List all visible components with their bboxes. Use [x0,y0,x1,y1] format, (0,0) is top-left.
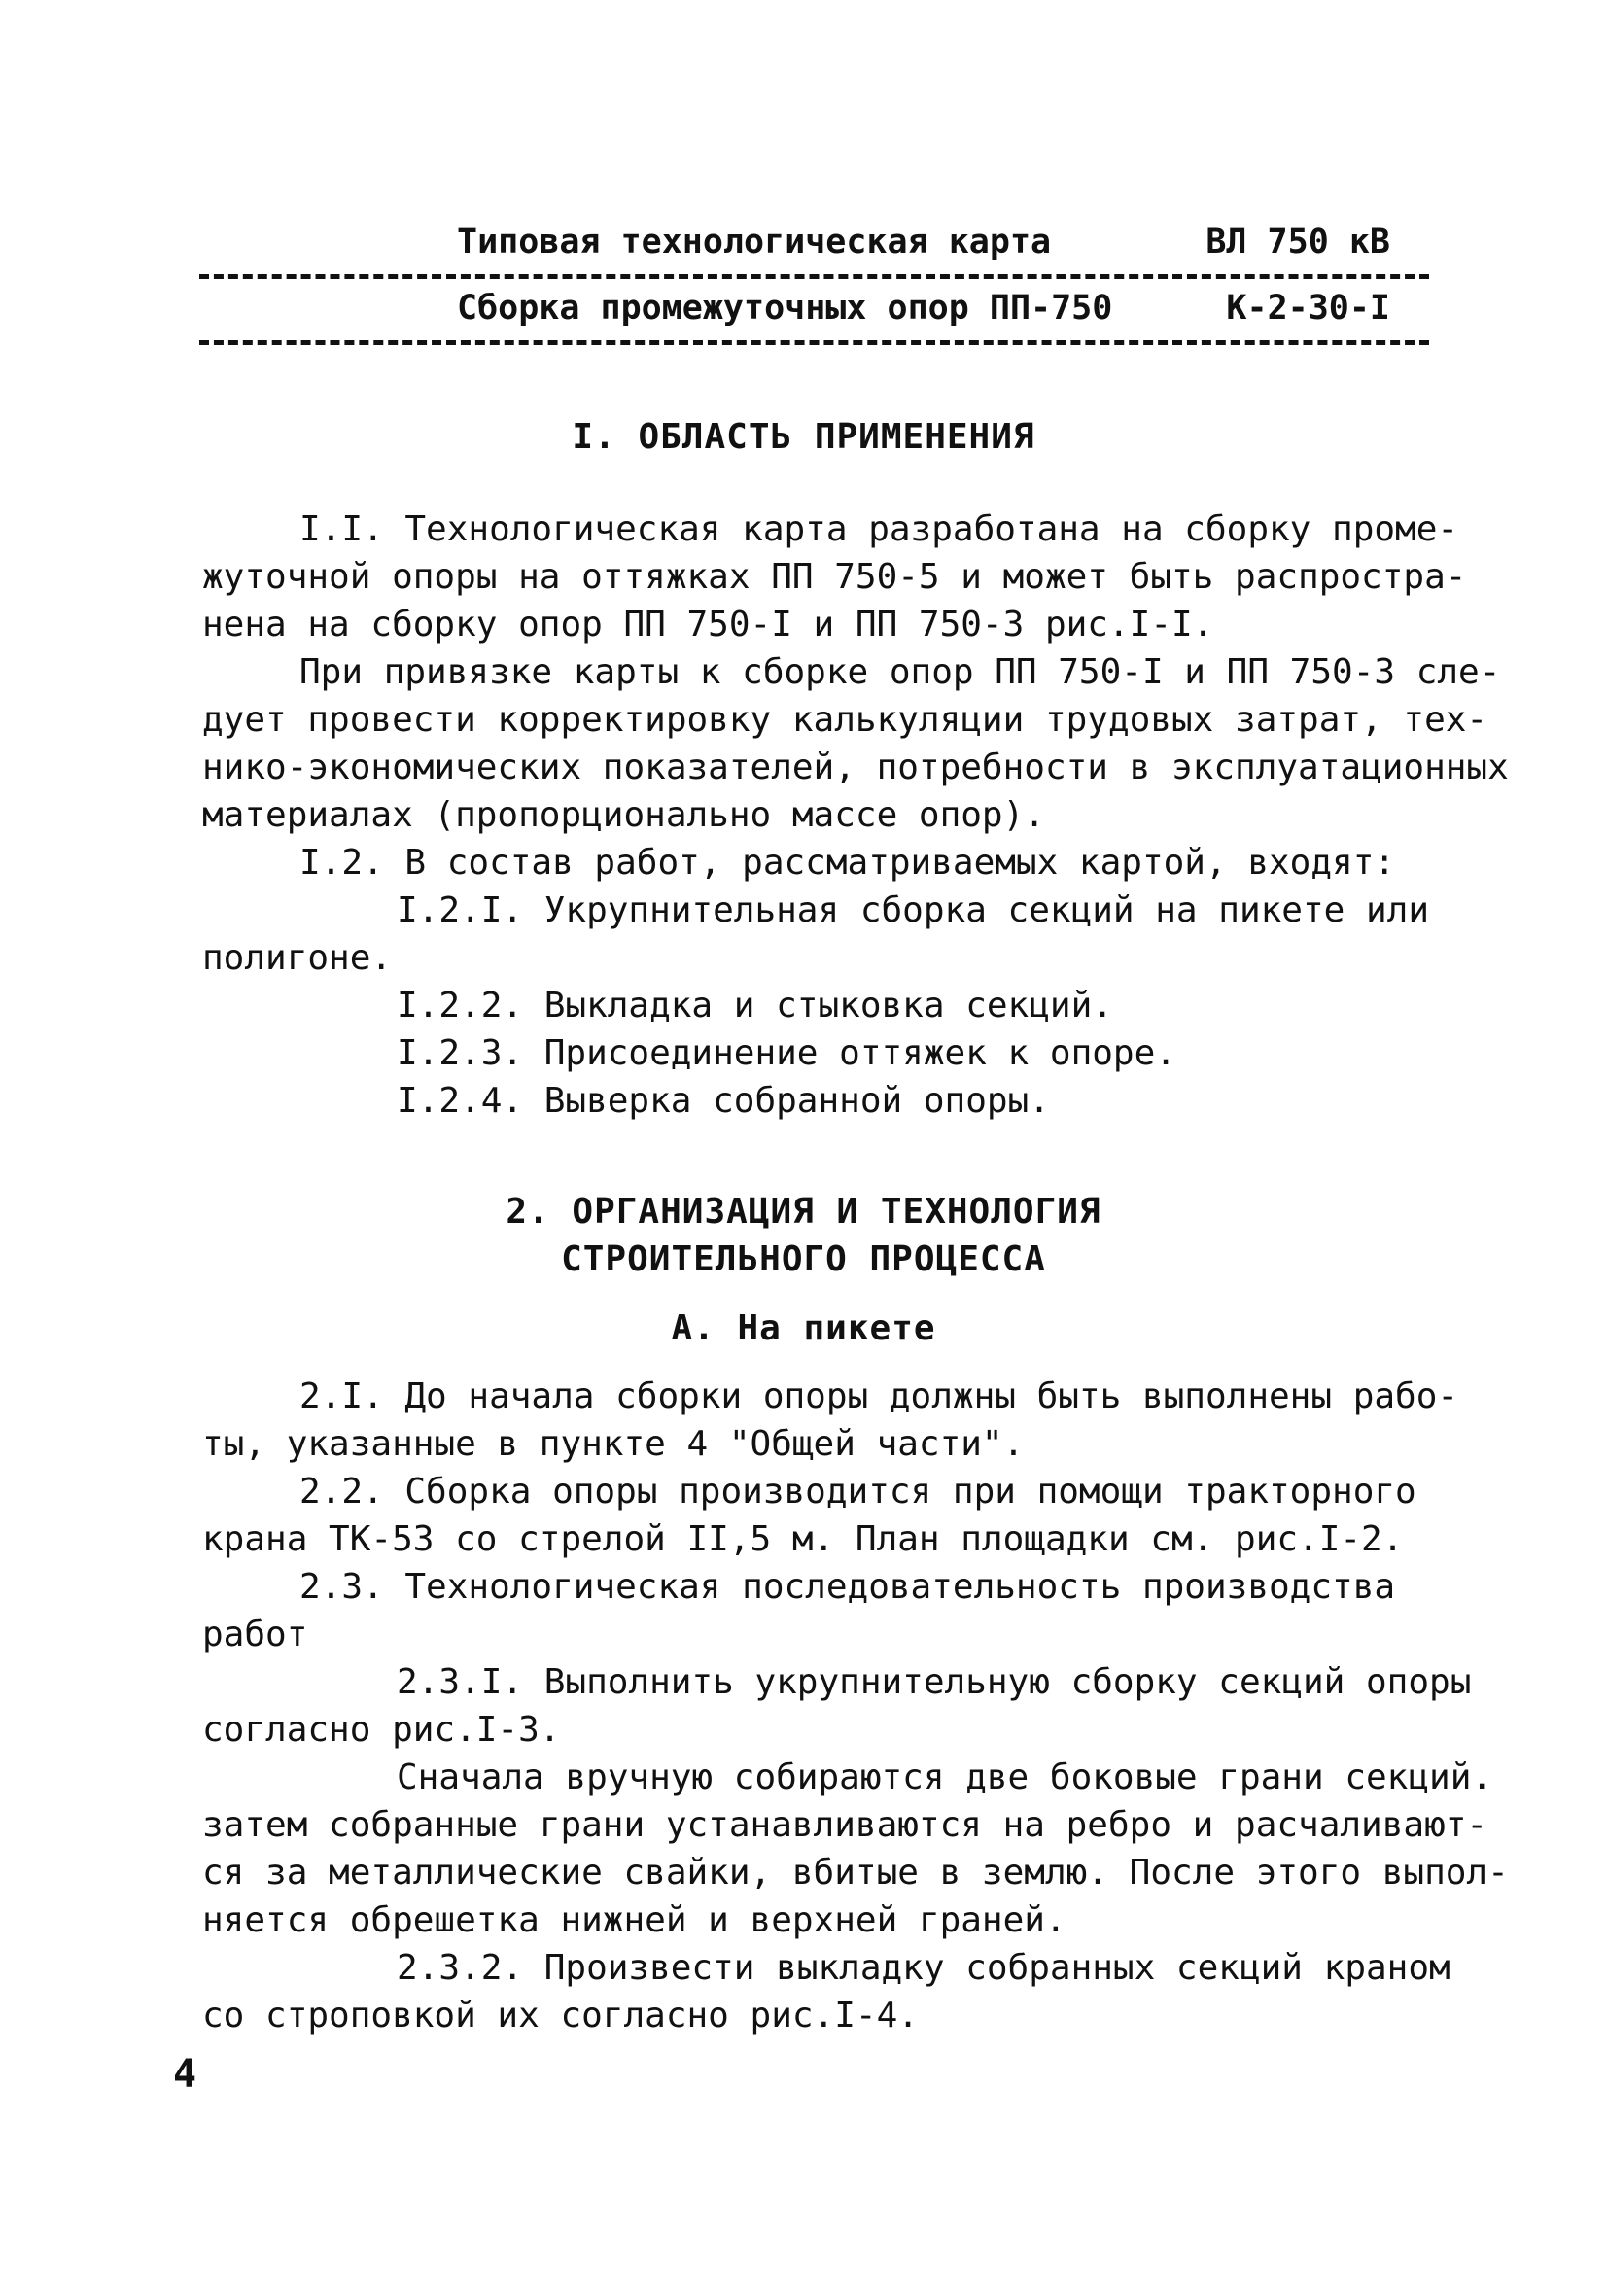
paragraph-line: ся за металлические свайки, вбитые в землю. После этого выпол- [202,1853,1509,1893]
paragraph-line: жуточной опоры на оттяжках ПП 750-5 и может быть распростра- [202,557,1467,597]
header-code: ВЛ 750 кВ [1205,223,1390,261]
paragraph-line: 2.2. Сборка опоры производится при помощи тракторного [299,1472,1416,1512]
paragraph-line: работ [202,1615,308,1654]
list-item: 2.3.2. Произвести выкладку собранных секций краном [397,1948,1450,1988]
header-doc-code: К-2-30-I [1226,289,1390,328]
header-subtitle: Сборка промежуточных опор ПП-750 [457,289,1113,328]
paragraph-line: со строповкой их согласно рис.I-4. [202,1996,919,2035]
paragraph-line: I.I. Технологическая карта разработана на сборку проме- [299,509,1459,549]
header-row-2 [199,285,1429,333]
list-item: 2.3.I. Выполнить укрупнительную сборку секций опоры [397,1662,1472,1702]
paragraph-line: При привязке карты к сборке опор ПП 750-I и ПП 750-3 сле- [299,652,1501,692]
header-divider-2 [199,340,1429,345]
header-row-1 [199,219,1429,267]
paragraph-line: затем собранные грани устанавливаются на ребро и расчаливают- [202,1805,1488,1845]
paragraph-line: нико-экономических показателей, потребности в эксплуатационных [202,748,1509,787]
paragraph-line: няется обрешетка нижней и верхней граней. [202,1900,1066,1940]
paragraph-line: нена на сборку опор ПП 750-I и ПП 750-3 рис.I-I. [202,605,1214,644]
list-item: I.2.2. Выкладка и стыковка секций. [397,986,1113,1026]
paragraph-line: материалах (пропорционально массе опор). [202,795,1045,835]
list-item: I.2.I. Укрупнительная сборка секций на пикете или [397,890,1430,930]
paragraph-line: согласно рис.I-3. [202,1710,561,1750]
section-1-heading: I. ОБЛАСТЬ ПРИМЕНЕНИЯ [572,417,1035,457]
list-item: I.2.3. Присоединение оттяжек к опоре. [397,1033,1176,1073]
list-item: I.2.4. Выверка собранной опоры. [397,1081,1050,1121]
paragraph-line: крана ТК-53 со стрелой II,5 м. План площадки см. рис.I-2. [202,1519,1404,1559]
header-title: Типовая технологическая карта [457,223,1052,261]
paragraph-line: дует провести корректировку калькуляции трудовых затрат, тех- [202,700,1488,740]
paragraph-line: ты, указанные в пункте 4 "Общей части". [202,1424,1025,1464]
list-item: I.2. В состав работ, рассматриваемых картой, входят: [299,843,1396,883]
paragraph-line: 2.I. До начала сборки опоры должны быть выполнены рабо- [299,1376,1459,1416]
section-2-heading-cont: СТРОИТЕЛЬНОГО ПРОЦЕССА [561,1239,1046,1279]
paragraph-line: 2.3. Технологическая последовательность производства [299,1567,1396,1607]
page-number: 4 [173,2052,197,2097]
header-divider-1 [199,274,1429,279]
subsection-heading: А. На пикете [671,1308,936,1348]
section-2-heading: 2. ОРГАНИЗАЦИЯ И ТЕХНОЛОГИЯ [506,1192,1101,1232]
paragraph-line: Сначала вручную собираются две боковые грани секций. [397,1757,1493,1797]
paragraph-line: полигоне. [202,938,393,978]
